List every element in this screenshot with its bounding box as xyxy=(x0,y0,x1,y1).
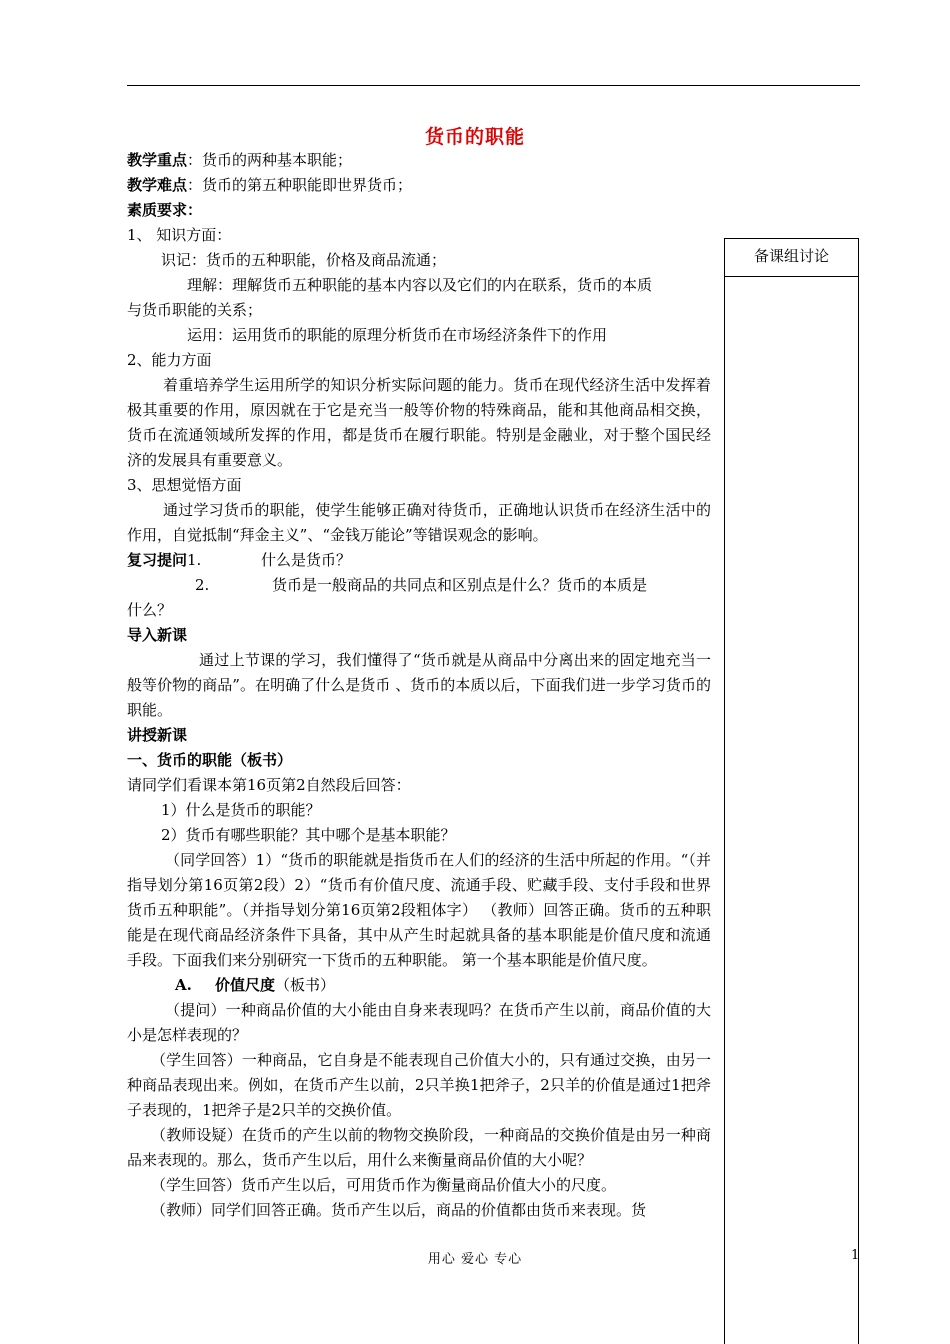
question-1: 1）什么是货币的职能？ xyxy=(161,801,321,819)
key-point-line xyxy=(127,148,711,173)
review-q2-line xyxy=(127,573,711,598)
review-q2-text: 货币是一般商品的共同点和区别点是什么？货币的本质是 xyxy=(272,576,648,594)
understand-line-cont: 与货币职能的关系； xyxy=(127,301,263,319)
document-title: 货币的职能 xyxy=(424,126,525,148)
difficulty-label: 教学难点 xyxy=(127,176,188,194)
review-q2-number: 2. xyxy=(195,576,210,594)
page-footer: 用心 爱心 专心 xyxy=(427,1252,523,1267)
key-point-label: 教学重点 xyxy=(127,151,188,169)
answer-paragraph: （同学回答）1）“货币的职能就是指货币在人们的经济的生活中所起的作用。“（并指导划分第16页第2段）2）“货币有价值尺度、流通手段、贮藏手段、支付手段和世界货币五种职能”。（并指导划分第16页第2段粗体字） （教师）回答正确。货币的五种职能是在现代商品经济条件下具备，其中从产生时起就具备的基本职能是价值尺度和流通手段。下面我们来分别研究一下货币的五种职能。 第一个基本职能是价值尺度。 xyxy=(127,851,711,969)
knowledge-heading: 1、 知识方面： xyxy=(127,226,232,244)
section-one-heading: 一、货币的职能（板书） xyxy=(127,751,293,769)
student-answer-paragraph: （学生回答）一种商品，它自身是不能表现自己价值大小的，只有通过交换，由另一种商品表现出来。例如，在货币产生以前，2只羊换1把斧子，2只羊的价值是通过1把斧子表现的，1把斧子是2只羊的交换价值。 xyxy=(127,1051,711,1119)
sub-a-note: （板书） xyxy=(275,976,336,994)
reading-instruction: 请同学们看课本第16页第2自然段后回答： xyxy=(127,776,411,794)
header-rule xyxy=(127,85,860,86)
memorize-line: 识记：货币的五种职能，价格及商品流通； xyxy=(161,251,447,269)
apply-line: 运用：运用货币的职能的原理分析货币在市场经济条件下的作用 xyxy=(187,326,608,344)
understand-line: 理解：理解货币五种职能的基本内容以及它们的内在联系，货币的本质 xyxy=(187,276,653,294)
question-2: 2）货币有哪些职能？其中哪个是基本职能？ xyxy=(161,826,456,844)
side-box-header: 备课组讨论 xyxy=(725,239,858,277)
teacher-answer-paragraph: （教师）同学们回答正确。货币产生以后，商品的价值都由货币来表现。货 xyxy=(151,1201,647,1219)
page-number: 1 xyxy=(851,1248,860,1263)
review-q2-cont: 什么？ xyxy=(127,601,173,619)
main-content xyxy=(127,148,711,1223)
teacher-question-paragraph: （教师设疑）在货币的产生以前的物物交换阶段，一种商品的交换价值是由另一种商品来表现的。那么，货币产生以后，用什么来衡量商品价值的大小呢？ xyxy=(127,1126,711,1169)
intro-paragraph: 通过上节课的学习，我们懂得了“货币就是从商品中分离出来的固定地充当一般等价物的商品”。在明确了什么是货币 、货币的本质以后，下面我们进一步学习货币的职能。 xyxy=(127,651,711,719)
thought-paragraph: 通过学习货币的职能，使学生能够正确对待货币，正确地认识货币在经济生活中的作用，自觉抵制“拜金主义”、“金钱万能论”等错误观念的影响。 xyxy=(127,501,711,544)
review-label: 复习提问 xyxy=(127,551,188,569)
student-answer-2-paragraph: （学生回答）货币产生以后，可用货币作为衡量商品价值大小的尺度。 xyxy=(151,1176,617,1194)
review-q1-text: 什么是货币？ xyxy=(261,551,352,569)
thought-heading: 3、思想觉悟方面 xyxy=(127,476,242,494)
sub-a-heading xyxy=(127,973,711,998)
review-q1-line xyxy=(127,548,711,573)
quality-requirements-heading: 素质要求： xyxy=(127,201,203,219)
intro-heading: 导入新课 xyxy=(127,626,188,644)
teach-heading: 讲授新课 xyxy=(127,726,188,744)
ability-heading: 2、能力方面 xyxy=(127,351,212,369)
review-q1-number: 1. xyxy=(187,551,202,569)
sub-a-letter: A. xyxy=(175,976,192,994)
question-paragraph: （提问）一种商品价值的大小能由自身来表现吗？在货币产生以前，商品价值的大小是怎样表现的？ xyxy=(127,1001,711,1044)
ability-paragraph: 着重培养学生运用所学的知识分析实际问题的能力。货币在现代经济生活中发挥着极其重要的作用，原因就在于它是充当一般等价物的特殊商品，能和其他商品相交换，货币在流通领域所发挥的作用，都是货币在履行职能。特别是金融业，对于整个国民经济的发展具有重要意义。 xyxy=(127,376,711,469)
difficulty-line xyxy=(127,173,711,198)
key-point-text: ：货币的两种基本职能； xyxy=(187,151,353,169)
sub-a-title: 价值尺度 xyxy=(215,976,276,994)
side-discussion-box xyxy=(724,238,859,1344)
difficulty-text: ：货币的第五种职能即世界货币； xyxy=(187,176,413,194)
